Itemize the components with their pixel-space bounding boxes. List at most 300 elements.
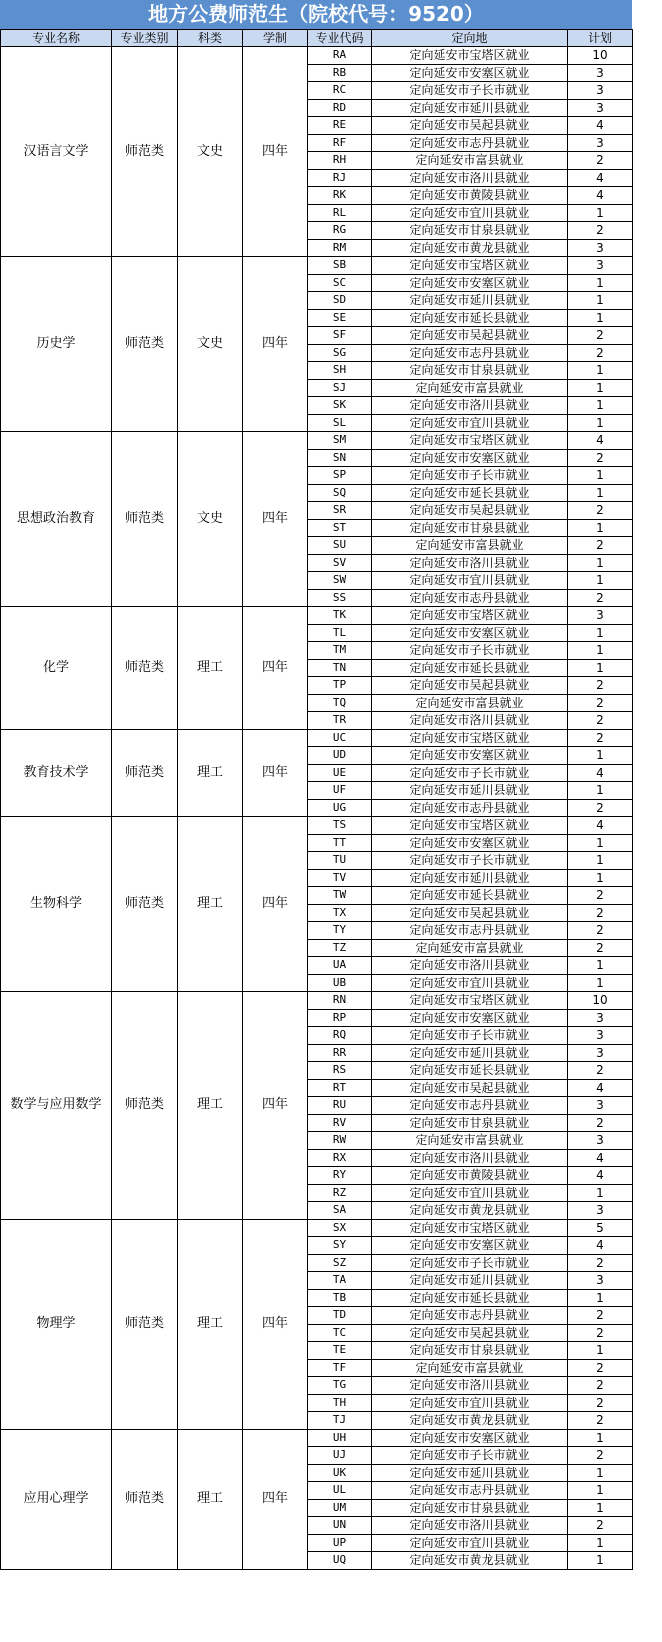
code-cell: TB bbox=[308, 1289, 372, 1307]
plan-cell: 1 bbox=[568, 1289, 633, 1307]
code-cell: TJ bbox=[308, 1412, 372, 1430]
destination-cell: 定向延安市宝塔区就业 bbox=[372, 47, 568, 65]
code-cell: SV bbox=[308, 554, 372, 572]
destination-cell: 定向延安市甘泉县就业 bbox=[372, 1499, 568, 1517]
category-cell: 师范类 bbox=[112, 1219, 178, 1429]
plan-cell: 4 bbox=[568, 1079, 633, 1097]
destination-cell: 定向延安市洛川县就业 bbox=[372, 957, 568, 975]
plan-cell: 3 bbox=[568, 1044, 633, 1062]
major-cell: 汉语言文学 bbox=[1, 47, 112, 257]
category-cell: 师范类 bbox=[112, 432, 178, 607]
destination-cell: 定向延安市富县就业 bbox=[372, 379, 568, 397]
plan-cell: 2 bbox=[568, 327, 633, 345]
duration-cell: 四年 bbox=[243, 992, 308, 1220]
code-cell: SM bbox=[308, 432, 372, 450]
code-cell: SJ bbox=[308, 379, 372, 397]
table-row bbox=[1, 729, 633, 747]
code-cell: RH bbox=[308, 152, 372, 170]
destination-cell: 定向延安市延长县就业 bbox=[372, 309, 568, 327]
plan-cell: 2 bbox=[568, 729, 633, 747]
plan-cell: 2 bbox=[568, 939, 633, 957]
destination-cell: 定向延安市延川县就业 bbox=[372, 99, 568, 117]
subject-cell: 理工 bbox=[178, 1219, 243, 1429]
code-cell: TK bbox=[308, 607, 372, 625]
destination-cell: 定向延安市志丹县就业 bbox=[372, 1307, 568, 1325]
plan-cell: 2 bbox=[568, 502, 633, 520]
table-row bbox=[1, 1429, 633, 1447]
header-row bbox=[1, 30, 633, 47]
code-cell: UM bbox=[308, 1499, 372, 1517]
destination-cell: 定向延安市宜川县就业 bbox=[372, 1534, 568, 1552]
plan-cell: 3 bbox=[568, 1027, 633, 1045]
duration-cell: 四年 bbox=[243, 1429, 308, 1569]
destination-cell: 定向延安市延川县就业 bbox=[372, 292, 568, 310]
destination-cell: 定向延安市黄陵县就业 bbox=[372, 1167, 568, 1185]
plan-cell: 1 bbox=[568, 1482, 633, 1500]
code-cell: TF bbox=[308, 1359, 372, 1377]
code-cell: RX bbox=[308, 1149, 372, 1167]
destination-cell: 定向延安市安塞区就业 bbox=[372, 624, 568, 642]
code-cell: RS bbox=[308, 1062, 372, 1080]
plan-cell: 1 bbox=[568, 1534, 633, 1552]
destination-cell: 定向延安市子长市就业 bbox=[372, 852, 568, 870]
code-cell: RG bbox=[308, 222, 372, 240]
plan-cell: 1 bbox=[568, 362, 633, 380]
plan-cell: 1 bbox=[568, 659, 633, 677]
code-cell: TR bbox=[308, 712, 372, 730]
destination-cell: 定向延安市吴起县就业 bbox=[372, 677, 568, 695]
destination-cell: 定向延安市甘泉县就业 bbox=[372, 1114, 568, 1132]
code-cell: SQ bbox=[308, 484, 372, 502]
major-cell: 生物科学 bbox=[1, 817, 112, 992]
plan-cell: 1 bbox=[568, 292, 633, 310]
plan-cell: 3 bbox=[568, 239, 633, 257]
destination-cell: 定向延安市安塞区就业 bbox=[372, 747, 568, 765]
header-category: 专业类别 bbox=[112, 30, 178, 47]
code-cell: TL bbox=[308, 624, 372, 642]
code-cell: UD bbox=[308, 747, 372, 765]
code-cell: TH bbox=[308, 1394, 372, 1412]
code-cell: TY bbox=[308, 922, 372, 940]
destination-cell: 定向延安市宜川县就业 bbox=[372, 572, 568, 590]
plan-cell: 1 bbox=[568, 519, 633, 537]
destination-cell: 定向延安市黄龙县就业 bbox=[372, 239, 568, 257]
plan-cell: 2 bbox=[568, 887, 633, 905]
plan-table bbox=[0, 29, 633, 1570]
code-cell: UC bbox=[308, 729, 372, 747]
plan-cell: 2 bbox=[568, 449, 633, 467]
major-cell: 应用心理学 bbox=[1, 1429, 112, 1569]
code-cell: TA bbox=[308, 1272, 372, 1290]
plan-cell: 2 bbox=[568, 344, 633, 362]
plan-cell: 2 bbox=[568, 1324, 633, 1342]
table-row bbox=[1, 607, 633, 625]
plan-cell: 2 bbox=[568, 222, 633, 240]
destination-cell: 定向延安市延川县就业 bbox=[372, 1272, 568, 1290]
plan-cell: 1 bbox=[568, 1464, 633, 1482]
destination-cell: 定向延安市延川县就业 bbox=[372, 1044, 568, 1062]
code-cell: SL bbox=[308, 414, 372, 432]
plan-cell: 2 bbox=[568, 1114, 633, 1132]
code-cell: UB bbox=[308, 974, 372, 992]
code-cell: RN bbox=[308, 992, 372, 1010]
code-cell: SY bbox=[308, 1237, 372, 1255]
code-cell: SF bbox=[308, 327, 372, 345]
plan-cell: 2 bbox=[568, 1517, 633, 1535]
code-cell: SK bbox=[308, 397, 372, 415]
destination-cell: 定向延安市安塞区就业 bbox=[372, 1429, 568, 1447]
destination-cell: 定向延安市吴起县就业 bbox=[372, 904, 568, 922]
plan-cell: 2 bbox=[568, 1254, 633, 1272]
code-cell: SD bbox=[308, 292, 372, 310]
destination-cell: 定向延安市洛川县就业 bbox=[372, 712, 568, 730]
destination-cell: 定向延安市吴起县就业 bbox=[372, 1079, 568, 1097]
destination-cell: 定向延安市子长市就业 bbox=[372, 1254, 568, 1272]
destination-cell: 定向延安市富县就业 bbox=[372, 1359, 568, 1377]
code-cell: RC bbox=[308, 82, 372, 100]
code-cell: RD bbox=[308, 99, 372, 117]
header-code: 专业代码 bbox=[308, 30, 372, 47]
plan-cell: 4 bbox=[568, 764, 633, 782]
sheet-title: 地方公费师范生（院校代号：9520） bbox=[0, 0, 632, 30]
code-cell: TW bbox=[308, 887, 372, 905]
destination-cell: 定向延安市安塞区就业 bbox=[372, 834, 568, 852]
plan-cell: 2 bbox=[568, 904, 633, 922]
destination-cell: 定向延安市志丹县就业 bbox=[372, 1482, 568, 1500]
plan-cell: 1 bbox=[568, 1499, 633, 1517]
plan-cell: 2 bbox=[568, 677, 633, 695]
code-cell: RZ bbox=[308, 1184, 372, 1202]
code-cell: SP bbox=[308, 467, 372, 485]
destination-cell: 定向延安市安塞区就业 bbox=[372, 1009, 568, 1027]
destination-cell: 定向延安市富县就业 bbox=[372, 694, 568, 712]
plan-cell: 3 bbox=[568, 99, 633, 117]
plan-cell: 10 bbox=[568, 992, 633, 1010]
destination-cell: 定向延安市宜川县就业 bbox=[372, 1184, 568, 1202]
code-cell: TT bbox=[308, 834, 372, 852]
destination-cell: 定向延安市黄龙县就业 bbox=[372, 1202, 568, 1220]
plan-cell: 1 bbox=[568, 1552, 633, 1570]
plan-cell: 2 bbox=[568, 694, 633, 712]
code-cell: SG bbox=[308, 344, 372, 362]
code-cell: RW bbox=[308, 1132, 372, 1150]
code-cell: RV bbox=[308, 1114, 372, 1132]
destination-cell: 定向延安市志丹县就业 bbox=[372, 1097, 568, 1115]
destination-cell: 定向延安市子长市就业 bbox=[372, 467, 568, 485]
destination-cell: 定向延安市延长县就业 bbox=[372, 484, 568, 502]
table-header bbox=[1, 30, 633, 47]
plan-cell: 4 bbox=[568, 1237, 633, 1255]
plan-cell: 2 bbox=[568, 1447, 633, 1465]
code-cell: SE bbox=[308, 309, 372, 327]
destination-cell: 定向延安市志丹县就业 bbox=[372, 344, 568, 362]
major-cell: 物理学 bbox=[1, 1219, 112, 1429]
code-cell: RL bbox=[308, 204, 372, 222]
code-cell: UG bbox=[308, 799, 372, 817]
code-cell: UH bbox=[308, 1429, 372, 1447]
code-cell: ST bbox=[308, 519, 372, 537]
destination-cell: 定向延安市洛川县就业 bbox=[372, 554, 568, 572]
plan-cell: 3 bbox=[568, 1202, 633, 1220]
plan-cell: 1 bbox=[568, 852, 633, 870]
plan-cell: 3 bbox=[568, 1097, 633, 1115]
code-cell: RA bbox=[308, 47, 372, 65]
major-cell: 化学 bbox=[1, 607, 112, 730]
destination-cell: 定向延安市宝塔区就业 bbox=[372, 1219, 568, 1237]
plan-cell: 4 bbox=[568, 1149, 633, 1167]
code-cell: RQ bbox=[308, 1027, 372, 1045]
code-cell: UK bbox=[308, 1464, 372, 1482]
duration-cell: 四年 bbox=[243, 607, 308, 730]
major-cell: 历史学 bbox=[1, 257, 112, 432]
table-row bbox=[1, 432, 633, 450]
plan-cell: 1 bbox=[568, 554, 633, 572]
destination-cell: 定向延安市宝塔区就业 bbox=[372, 729, 568, 747]
code-cell: SC bbox=[308, 274, 372, 292]
code-cell: TC bbox=[308, 1324, 372, 1342]
destination-cell: 定向延安市宜川县就业 bbox=[372, 204, 568, 222]
destination-cell: 定向延安市黄龙县就业 bbox=[372, 1412, 568, 1430]
destination-cell: 定向延安市宝塔区就业 bbox=[372, 817, 568, 835]
code-cell: TE bbox=[308, 1342, 372, 1360]
plan-cell: 2 bbox=[568, 537, 633, 555]
subject-cell: 理工 bbox=[178, 607, 243, 730]
destination-cell: 定向延安市洛川县就业 bbox=[372, 1149, 568, 1167]
destination-cell: 定向延安市富县就业 bbox=[372, 939, 568, 957]
code-cell: SZ bbox=[308, 1254, 372, 1272]
code-cell: RT bbox=[308, 1079, 372, 1097]
destination-cell: 定向延安市志丹县就业 bbox=[372, 799, 568, 817]
table-row bbox=[1, 1219, 633, 1237]
destination-cell: 定向延安市吴起县就业 bbox=[372, 117, 568, 135]
plan-cell: 4 bbox=[568, 187, 633, 205]
category-cell: 师范类 bbox=[112, 47, 178, 257]
code-cell: TM bbox=[308, 642, 372, 660]
subject-cell: 理工 bbox=[178, 1429, 243, 1569]
code-cell: RJ bbox=[308, 169, 372, 187]
destination-cell: 定向延安市宝塔区就业 bbox=[372, 607, 568, 625]
code-cell: SA bbox=[308, 1202, 372, 1220]
code-cell: RR bbox=[308, 1044, 372, 1062]
category-cell: 师范类 bbox=[112, 257, 178, 432]
destination-cell: 定向延安市延长县就业 bbox=[372, 1062, 568, 1080]
plan-cell: 3 bbox=[568, 64, 633, 82]
destination-cell: 定向延安市富县就业 bbox=[372, 152, 568, 170]
plan-cell: 1 bbox=[568, 467, 633, 485]
code-cell: SW bbox=[308, 572, 372, 590]
code-cell: TU bbox=[308, 852, 372, 870]
code-cell: TQ bbox=[308, 694, 372, 712]
destination-cell: 定向延安市富县就业 bbox=[372, 1132, 568, 1150]
subject-cell: 文史 bbox=[178, 47, 243, 257]
destination-cell: 定向延安市安塞区就业 bbox=[372, 449, 568, 467]
header-duration: 学制 bbox=[243, 30, 308, 47]
duration-cell: 四年 bbox=[243, 1219, 308, 1429]
plan-cell: 2 bbox=[568, 1359, 633, 1377]
destination-cell: 定向延安市洛川县就业 bbox=[372, 169, 568, 187]
plan-cell: 2 bbox=[568, 799, 633, 817]
subject-cell: 理工 bbox=[178, 992, 243, 1220]
duration-cell: 四年 bbox=[243, 47, 308, 257]
destination-cell: 定向延安市富县就业 bbox=[372, 537, 568, 555]
plan-cell: 1 bbox=[568, 642, 633, 660]
major-cell: 数学与应用数学 bbox=[1, 992, 112, 1220]
plan-cell: 3 bbox=[568, 1272, 633, 1290]
code-cell: UN bbox=[308, 1517, 372, 1535]
plan-cell: 10 bbox=[568, 47, 633, 65]
destination-cell: 定向延安市安塞区就业 bbox=[372, 274, 568, 292]
code-cell: SB bbox=[308, 257, 372, 275]
destination-cell: 定向延安市黄龙县就业 bbox=[372, 1552, 568, 1570]
code-cell: UL bbox=[308, 1482, 372, 1500]
code-cell: SN bbox=[308, 449, 372, 467]
plan-cell: 4 bbox=[568, 432, 633, 450]
destination-cell: 定向延安市延长县就业 bbox=[372, 1289, 568, 1307]
code-cell: RB bbox=[308, 64, 372, 82]
plan-cell: 2 bbox=[568, 1412, 633, 1430]
plan-cell: 1 bbox=[568, 1184, 633, 1202]
destination-cell: 定向延安市志丹县就业 bbox=[372, 589, 568, 607]
table-body bbox=[1, 47, 633, 1570]
code-cell: TN bbox=[308, 659, 372, 677]
code-cell: TD bbox=[308, 1307, 372, 1325]
destination-cell: 定向延安市洛川县就业 bbox=[372, 397, 568, 415]
table-row bbox=[1, 992, 633, 1010]
plan-cell: 3 bbox=[568, 134, 633, 152]
code-cell: RK bbox=[308, 187, 372, 205]
destination-cell: 定向延安市安塞区就业 bbox=[372, 1237, 568, 1255]
destination-cell: 定向延安市宜川县就业 bbox=[372, 1394, 568, 1412]
code-cell: UP bbox=[308, 1534, 372, 1552]
destination-cell: 定向延安市吴起县就业 bbox=[372, 1324, 568, 1342]
destination-cell: 定向延安市甘泉县就业 bbox=[372, 1342, 568, 1360]
destination-cell: 定向延安市吴起县就业 bbox=[372, 327, 568, 345]
duration-cell: 四年 bbox=[243, 817, 308, 992]
header-major: 专业名称 bbox=[1, 30, 112, 47]
plan-cell: 3 bbox=[568, 1009, 633, 1027]
code-cell: RE bbox=[308, 117, 372, 135]
table-row bbox=[1, 47, 633, 65]
table-row bbox=[1, 257, 633, 275]
plan-cell: 2 bbox=[568, 152, 633, 170]
code-cell: SH bbox=[308, 362, 372, 380]
duration-cell: 四年 bbox=[243, 432, 308, 607]
destination-cell: 定向延安市洛川县就业 bbox=[372, 1377, 568, 1395]
plan-cell: 2 bbox=[568, 1062, 633, 1080]
plan-cell: 1 bbox=[568, 309, 633, 327]
destination-cell: 定向延安市延川县就业 bbox=[372, 869, 568, 887]
plan-cell: 4 bbox=[568, 117, 633, 135]
code-cell: TX bbox=[308, 904, 372, 922]
destination-cell: 定向延安市宜川县就业 bbox=[372, 974, 568, 992]
plan-cell: 1 bbox=[568, 747, 633, 765]
code-cell: TP bbox=[308, 677, 372, 695]
plan-cell: 1 bbox=[568, 484, 633, 502]
plan-cell: 2 bbox=[568, 1394, 633, 1412]
subject-cell: 理工 bbox=[178, 817, 243, 992]
code-cell: UA bbox=[308, 957, 372, 975]
category-cell: 师范类 bbox=[112, 992, 178, 1220]
destination-cell: 定向延安市子长市就业 bbox=[372, 642, 568, 660]
code-cell: RU bbox=[308, 1097, 372, 1115]
plan-cell: 1 bbox=[568, 624, 633, 642]
subject-cell: 文史 bbox=[178, 432, 243, 607]
category-cell: 师范类 bbox=[112, 1429, 178, 1569]
code-cell: RF bbox=[308, 134, 372, 152]
code-cell: UF bbox=[308, 782, 372, 800]
plan-cell: 3 bbox=[568, 607, 633, 625]
destination-cell: 定向延安市延长县就业 bbox=[372, 659, 568, 677]
plan-cell: 1 bbox=[568, 204, 633, 222]
plan-cell: 1 bbox=[568, 397, 633, 415]
plan-cell: 1 bbox=[568, 957, 633, 975]
code-cell: UJ bbox=[308, 1447, 372, 1465]
plan-cell: 1 bbox=[568, 1429, 633, 1447]
code-cell: TZ bbox=[308, 939, 372, 957]
plan-cell: 3 bbox=[568, 1132, 633, 1150]
destination-cell: 定向延安市延川县就业 bbox=[372, 1464, 568, 1482]
plan-cell: 2 bbox=[568, 1377, 633, 1395]
destination-cell: 定向延安市安塞区就业 bbox=[372, 64, 568, 82]
destination-cell: 定向延安市洛川县就业 bbox=[372, 1517, 568, 1535]
code-cell: SX bbox=[308, 1219, 372, 1237]
plan-cell: 1 bbox=[568, 782, 633, 800]
code-cell: SU bbox=[308, 537, 372, 555]
destination-cell: 定向延安市子长市就业 bbox=[372, 82, 568, 100]
category-cell: 师范类 bbox=[112, 729, 178, 817]
plan-cell: 1 bbox=[568, 1342, 633, 1360]
code-cell: SR bbox=[308, 502, 372, 520]
code-cell: UQ bbox=[308, 1552, 372, 1570]
destination-cell: 定向延安市宝塔区就业 bbox=[372, 257, 568, 275]
code-cell: RM bbox=[308, 239, 372, 257]
code-cell: RY bbox=[308, 1167, 372, 1185]
destination-cell: 定向延安市宝塔区就业 bbox=[372, 432, 568, 450]
destination-cell: 定向延安市甘泉县就业 bbox=[372, 222, 568, 240]
destination-cell: 定向延安市甘泉县就业 bbox=[372, 519, 568, 537]
plan-cell: 5 bbox=[568, 1219, 633, 1237]
plan-cell: 3 bbox=[568, 257, 633, 275]
header-plan: 计划 bbox=[568, 30, 633, 47]
subject-cell: 理工 bbox=[178, 729, 243, 817]
plan-cell: 1 bbox=[568, 414, 633, 432]
code-cell: TG bbox=[308, 1377, 372, 1395]
destination-cell: 定向延安市延长县就业 bbox=[372, 887, 568, 905]
destination-cell: 定向延安市子长市就业 bbox=[372, 1027, 568, 1045]
duration-cell: 四年 bbox=[243, 729, 308, 817]
code-cell: UE bbox=[308, 764, 372, 782]
header-subject: 科类 bbox=[178, 30, 243, 47]
category-cell: 师范类 bbox=[112, 607, 178, 730]
plan-cell: 1 bbox=[568, 379, 633, 397]
destination-cell: 定向延安市志丹县就业 bbox=[372, 134, 568, 152]
category-cell: 师范类 bbox=[112, 817, 178, 992]
plan-cell: 1 bbox=[568, 834, 633, 852]
code-cell: SS bbox=[308, 589, 372, 607]
plan-cell: 1 bbox=[568, 974, 633, 992]
code-cell: RP bbox=[308, 1009, 372, 1027]
major-cell: 教育技术学 bbox=[1, 729, 112, 817]
table-row bbox=[1, 817, 633, 835]
plan-cell: 4 bbox=[568, 169, 633, 187]
destination-cell: 定向延安市志丹县就业 bbox=[372, 922, 568, 940]
destination-cell: 定向延安市黄陵县就业 bbox=[372, 187, 568, 205]
plan-cell: 4 bbox=[568, 817, 633, 835]
destination-cell: 定向延安市延川县就业 bbox=[372, 782, 568, 800]
destination-cell: 定向延安市宝塔区就业 bbox=[372, 992, 568, 1010]
plan-cell: 2 bbox=[568, 1307, 633, 1325]
plan-cell: 1 bbox=[568, 572, 633, 590]
